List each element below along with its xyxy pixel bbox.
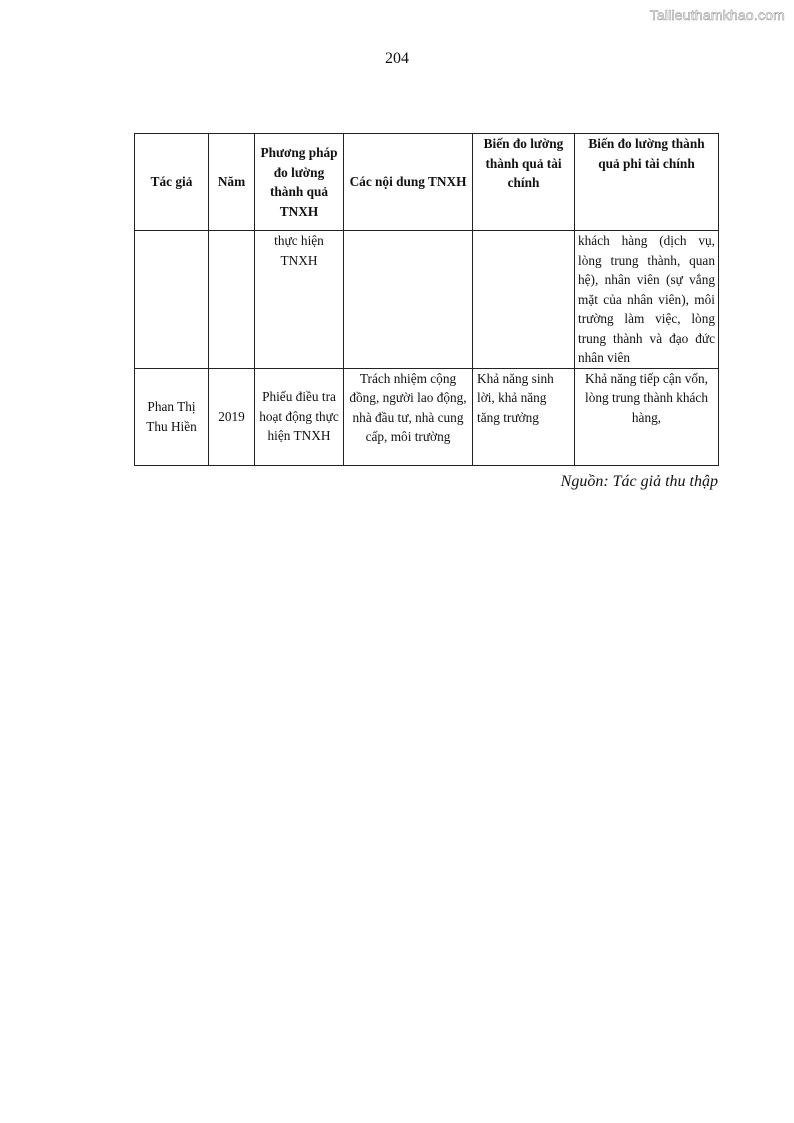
cell-content: Trách nhiệm cộng đồng, người lao động, nhà đầu tư, nhà cung cấp, môi trường xyxy=(344,368,473,465)
cell-non-financial: khách hàng (dịch vụ, lòng trung thành, quan hệ), nhân viên (sự vắng mặt của nhân viên), môi trường làm việc, lòng trung thành và đạo đức nhân viên xyxy=(575,231,719,369)
header-author: Tác giả xyxy=(135,134,209,231)
header-content: Các nội dung TNXH xyxy=(344,134,473,231)
table-row xyxy=(135,368,719,465)
table-header-row xyxy=(135,134,719,231)
cell-author: Phan Thị Thu Hiền xyxy=(135,368,209,465)
header-method: Phương pháp đo lường thành quả TNXH xyxy=(255,134,344,231)
cell-author xyxy=(135,231,209,369)
cell-non-financial: Khả năng tiếp cận vốn, lòng trung thành khách hàng, xyxy=(575,368,719,465)
cell-year: 2019 xyxy=(209,368,255,465)
cell-content xyxy=(344,231,473,369)
header-non-financial: Biến đo lường thành quả phi tài chính xyxy=(575,134,719,231)
cell-financial: Khả năng sinh lời, khả năng tăng trưởng xyxy=(473,368,575,465)
cell-year xyxy=(209,231,255,369)
watermark: Tailieuthamkhao.com xyxy=(649,7,785,23)
cell-method: Phiếu điều tra hoạt động thực hiện TNXH xyxy=(255,368,344,465)
literature-table xyxy=(134,133,719,466)
cell-method: thực hiện TNXH xyxy=(255,231,344,369)
cell-financial xyxy=(473,231,575,369)
header-financial: Biến đo lường thành quả tài chính xyxy=(473,134,575,231)
source-note: Nguồn: Tác giả thu thập xyxy=(560,473,718,490)
page-number: 204 xyxy=(385,50,409,67)
table-row-continuation xyxy=(135,231,719,369)
header-year: Năm xyxy=(209,134,255,231)
